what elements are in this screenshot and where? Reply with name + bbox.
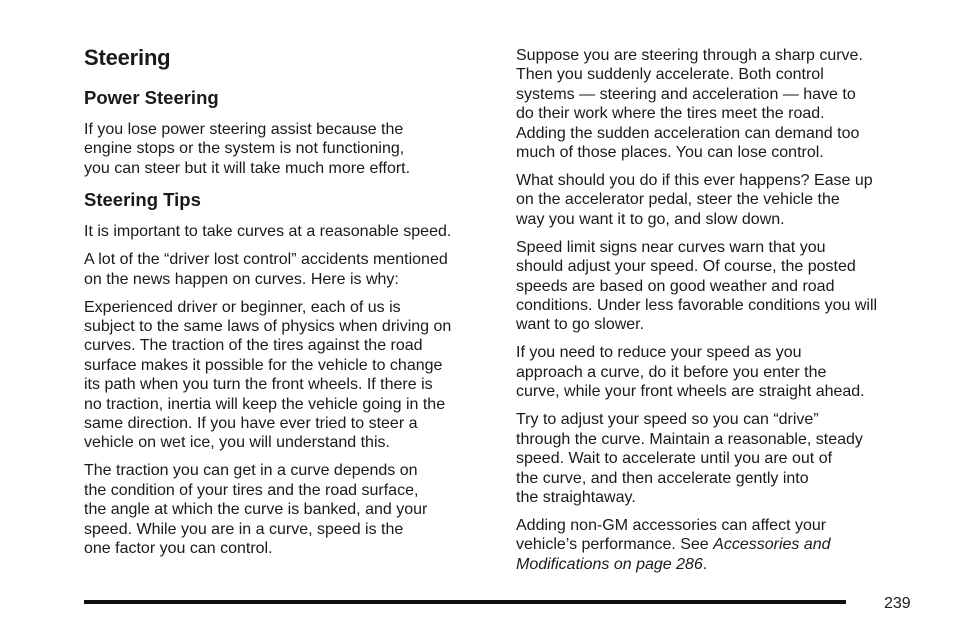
power-steering-paragraph: If you lose power steering assist because the engine stops or the system is not functioning, you can steer but it will take much more effort. — [84, 121, 411, 177]
subheading-power-steering: Power Steering — [84, 87, 219, 108]
accessories-lead-text: Adding non-GM accessories can affect your vehicle’s performance. See — [516, 516, 827, 554]
footer-rule — [84, 600, 846, 604]
right-paragraph-3: Speed limit signs near curves warn that you should adjust your speed. Of course, the posted speeds are based on good weather and road conditions. Under less favorable conditions you will want to go slower. — [516, 238, 878, 334]
steering-tips-paragraph-3: Experienced driver or beginner, each of us is subject to the same laws of physics when driving on curves. The traction of the tires against the road surface makes it possible for the vehicle to change its path when you turn the front wheels. If there is no traction, inertia will keep the vehicle going in the same direction. If you have ever tried to steer a vehicle on wet ice, you will understand this. — [84, 298, 452, 452]
right-paragraph-5: Try to adjust your speed so you can “drive” through the curve. Maintain a reasonable, steady speed. Wait to accelerate until you are out of the curve, and then accelerate gently into the straightaway. — [516, 411, 863, 506]
right-paragraph-2: What should you do if this ever happens? Ease up on the accelerator pedal, steer the vehicle the way you want it to go, and slow down. — [516, 172, 873, 228]
right-column — [516, 46, 922, 583]
subheading-steering-tips: Steering Tips — [84, 189, 201, 211]
right-paragraph-6 — [516, 516, 922, 574]
left-column — [84, 44, 488, 567]
section-title: Steering — [84, 45, 171, 70]
steering-tips-paragraph-1: It is important to take curves at a reasonable speed. — [84, 223, 452, 241]
accessories-reference: Accessories and Modifications on page 286 — [516, 536, 831, 573]
page-number: 239 — [884, 595, 911, 612]
steering-tips-paragraph-2: A lot of the “driver lost control” accidents mentioned on the news happen on curves. Here is why: — [84, 251, 448, 288]
right-paragraph-1: Suppose you are steering through a sharp curve. Then you suddenly accelerate. Both control systems — steering and acceleration — have to do their work where the tires meet the road. Adding the sudden acceleration can demand too much of those places. You can lose control. — [516, 47, 863, 162]
accessories-tail-text: . — [702, 555, 708, 573]
steering-tips-paragraph-4: The traction you can get in a curve depends on the condition of your tires and the road surface, the angle at which the curve is banked, and your speed. While you are in a curve, speed is the one factor you can control. — [84, 462, 428, 558]
right-paragraph-4: If you need to reduce your speed as you approach a curve, do it before you enter the curve, while your front wheels are straight ahead. — [516, 344, 865, 401]
